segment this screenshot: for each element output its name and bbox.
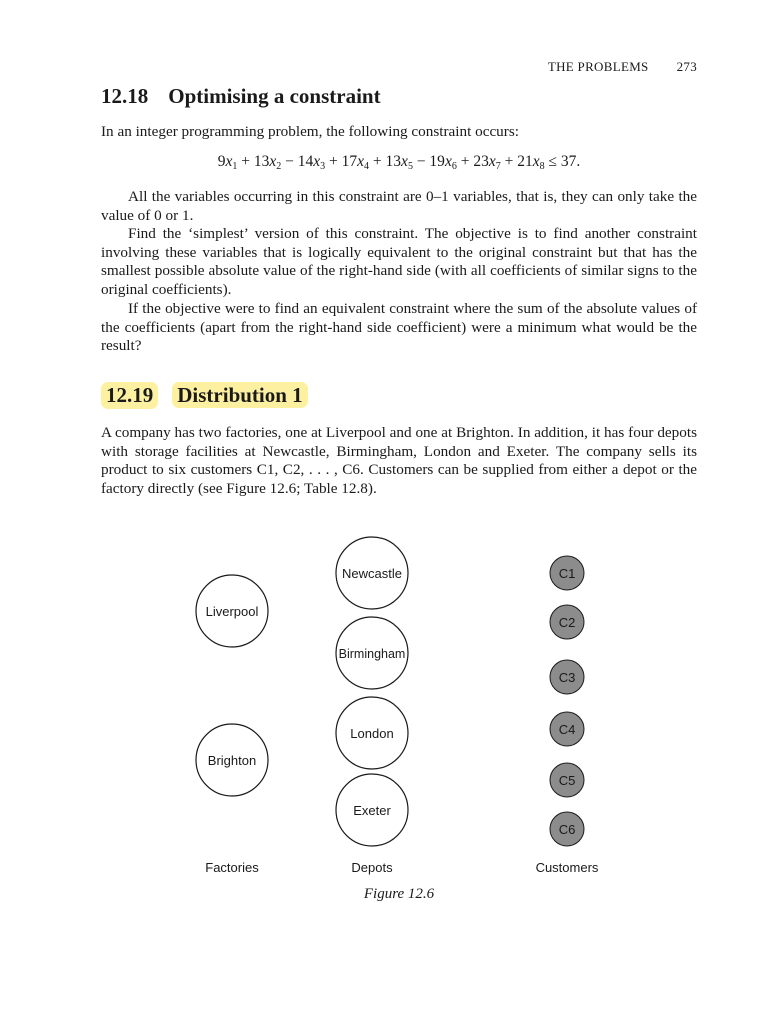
- depot-node-exeter: [336, 774, 408, 846]
- paragraph-minimum: If the objective were to find an equivalent constraint where the sum of the absolute values of the coefficients (apart from the right-hand side coefficient) were a minimum what would be the result?: [101, 300, 697, 355]
- intro-paragraph: In an integer programming problem, the following constraint occurs:: [101, 123, 519, 140]
- column-label-depots: Depots: [351, 860, 393, 875]
- customer-label: C4: [558, 722, 576, 737]
- factory-label: Liverpool: [205, 604, 259, 619]
- depot-node-newcastle: [336, 537, 408, 609]
- paragraph-distribution: A company has two factories, one at Liverpool and one at Brighton. In addition, it has four depots with storage facilities at Newcastle, Birmingham, London and Exeter. The company sells its product to six customers C1, C2, . . . , C6. Customers can be supplied from either a depot or the factory directly (see Figure 12.6; Table 12.8).: [101, 424, 697, 497]
- page-number: 273: [676, 59, 697, 74]
- customer-node-c6: [550, 812, 584, 846]
- running-title: THE PROBLEMS: [547, 59, 649, 74]
- factory-label: Brighton: [207, 753, 257, 768]
- depot-label: Birmingham: [338, 647, 406, 661]
- column-label-factories: Factories: [205, 860, 259, 875]
- customer-node-c5: [550, 763, 584, 797]
- depot-node-birmingham: [336, 617, 408, 689]
- figure-caption: Figure 12.6: [363, 886, 435, 902]
- customer-label: C6: [558, 822, 576, 837]
- customer-node-c1: [550, 556, 584, 590]
- depot-label: Newcastle: [342, 566, 402, 581]
- customer-node-c4: [550, 712, 584, 746]
- customer-node-c2: [550, 605, 584, 639]
- paragraph-variables: All the variables occurring in this constraint are 0–1 variables, that is, they can only take the value of 0 or 1.: [101, 188, 697, 224]
- section-heading-12-19: [101, 382, 308, 409]
- section-number: 12.18: [101, 84, 149, 108]
- customer-label: C5: [558, 773, 576, 788]
- depot-label: Exeter: [353, 803, 391, 818]
- section-title: Distribution 1: [172, 382, 307, 408]
- section-number: 12.19: [101, 382, 158, 409]
- depot-node-london: [336, 697, 408, 769]
- section-heading-12-18: [101, 84, 381, 109]
- customer-label: C1: [558, 566, 576, 581]
- constraint-equation: $9x_1 + 13x_2 - 14x_3 + 17x_4 + 13x_5 - 19x_6 + 23x_7 + 21x_8 \le 37$.: [217, 153, 581, 172]
- customer-node-c3: [550, 660, 584, 694]
- factory-node-brighton: [196, 724, 268, 796]
- depot-label: London: [350, 726, 394, 741]
- factory-node-liverpool: [196, 575, 268, 647]
- customer-label: C2: [558, 615, 576, 630]
- section-title: Optimising a constraint: [168, 84, 381, 108]
- distribution-diagram: [0, 530, 768, 880]
- customer-label: C3: [558, 670, 576, 685]
- running-head: [548, 59, 697, 75]
- column-label-customers: Customers: [535, 860, 599, 875]
- paragraph-simplest: Find the ‘simplest’ version of this constraint. The objective is to find another constraint involving these variables that is logically equivalent to the original constraint but that has the smallest possible absolute value of the right-hand side (with all coefficients of similar signs to the original coefficients).: [101, 225, 697, 298]
